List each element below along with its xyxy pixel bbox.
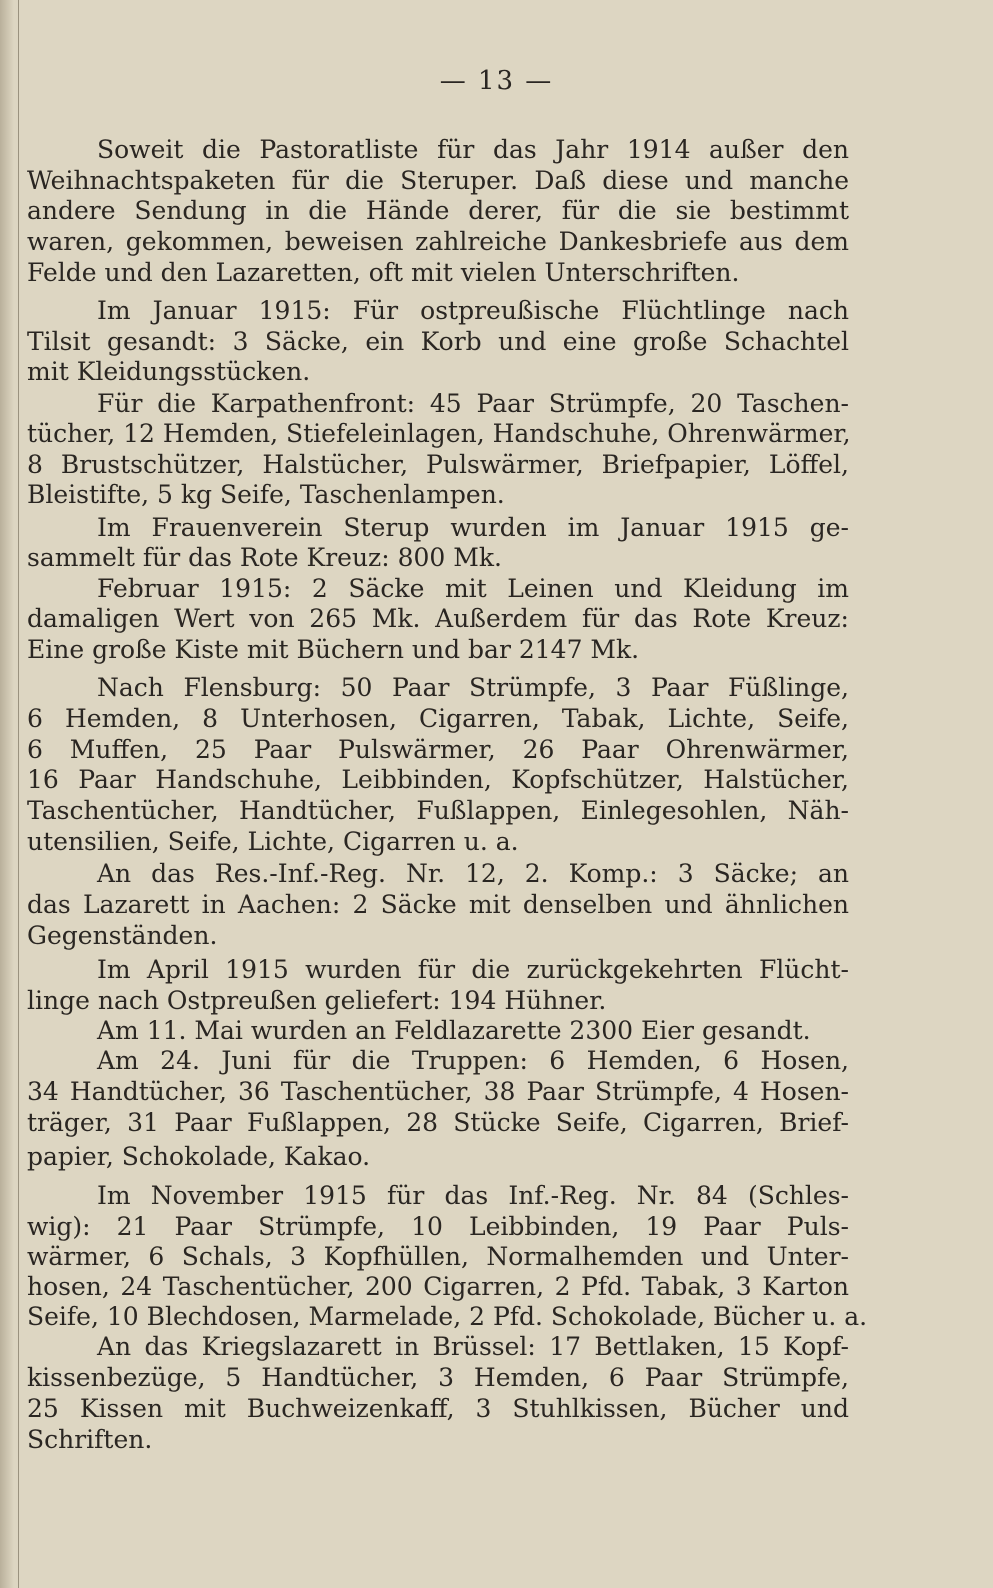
text-line: Im Frauenverein Sterup wurden im Januar 1915 ge- <box>97 513 849 542</box>
text-line: Am 24. Juni für die Truppen: 6 Hemden, 6 Hosen, <box>97 1046 849 1075</box>
text-line: 6 Muffen, 25 Paar Pulswärmer, 26 Paar Ohrenwärmer, <box>27 735 849 764</box>
text-line: Bleistifte, 5 kg Seife, Taschenlampen. <box>27 480 505 509</box>
text-line: hosen, 24 Taschentücher, 200 Cigarren, 2 Pfd. Tabak, 3 Karton <box>27 1272 849 1301</box>
text-line: Weihnachtspaketen für die Steruper. Daß diese und manche <box>27 166 849 195</box>
text-line: Im November 1915 für das Inf.-Reg. Nr. 84 (Schles- <box>97 1181 849 1210</box>
text-line: Eine große Kiste mit Büchern und bar 2147 Mk. <box>27 635 640 664</box>
text-line: utensilien, Seife, Lichte, Cigarren u. a. <box>27 827 519 856</box>
text-line: 6 Hemden, 8 Unterhosen, Cigarren, Tabak, Lichte, Seife, <box>27 704 849 733</box>
text-line: waren, gekommen, beweisen zahlreiche Dankesbriefe aus dem <box>27 227 849 256</box>
gutter-line <box>18 0 19 1588</box>
text-line: An das Kriegslazarett in Brüssel: 17 Bettlaken, 15 Kopf- <box>97 1332 849 1361</box>
text-line: Taschentücher, Handtücher, Fußlappen, Einlegesohlen, Näh- <box>27 796 849 825</box>
page-number: — 13 — <box>439 66 554 96</box>
text-line: Seife, 10 Blechdosen, Marmelade, 2 Pfd. Schokolade, Bücher u. a. <box>27 1302 868 1331</box>
text-line: 16 Paar Handschuhe, Leibbinden, Kopfschützer, Halstücher, <box>27 765 849 794</box>
text-line: Nach Flensburg: 50 Paar Strümpfe, 3 Paar Füßlinge, <box>97 673 849 702</box>
text-line: tücher, 12 Hemden, Stiefeleinlagen, Handschuhe, Ohrenwärmer, <box>27 419 851 448</box>
text-line: Am 11. Mai wurden an Feldlazarette 2300 Eier gesandt. <box>97 1016 811 1045</box>
text-line: wig): 21 Paar Strümpfe, 10 Leibbinden, 19 Paar Puls- <box>27 1212 849 1241</box>
text-line: Felde und den Lazaretten, oft mit vielen Unterschriften. <box>27 258 740 287</box>
text-line: andere Sendung in die Hände derer, für die sie bestimmt <box>27 196 849 225</box>
text-line: linge nach Ostpreußen geliefert: 194 Hühner. <box>27 986 607 1015</box>
page-gutter-edge <box>0 0 14 1588</box>
text-line: Soweit die Pastoratliste für das Jahr 1914 außer den <box>97 135 849 164</box>
text-line: sammelt für das Rote Kreuz: 800 Mk. <box>27 543 502 572</box>
text-line: 34 Handtücher, 36 Taschentücher, 38 Paar Strümpfe, 4 Hosen- <box>27 1077 849 1106</box>
text-line: Februar 1915: 2 Säcke mit Leinen und Kleidung im <box>97 574 849 603</box>
text-line: An das Res.-Inf.-Reg. Nr. 12, 2. Komp.: 3 Säcke; an <box>97 859 849 888</box>
text-line: papier, Schokolade, Kakao. <box>27 1142 371 1171</box>
text-line: Im Januar 1915: Für ostpreußische Flüchtlinge nach <box>97 296 849 325</box>
text-line: Schriften. <box>27 1425 153 1454</box>
text-line: Tilsit gesandt: 3 Säcke, ein Korb und eine große Schachtel <box>27 327 849 356</box>
text-line: wärmer, 6 Schals, 3 Kopfhüllen, Normalhemden und Unter- <box>27 1242 849 1271</box>
text-line: kissenbezüge, 5 Handtücher, 3 Hemden, 6 Paar Strümpfe, <box>27 1363 849 1392</box>
text-line: das Lazarett in Aachen: 2 Säcke mit denselben und ähnlichen <box>27 890 849 919</box>
text-line: 25 Kissen mit Buchweizenkaff, 3 Stuhlkissen, Bücher und <box>27 1394 849 1423</box>
text-line: Für die Karpathenfront: 45 Paar Strümpfe, 20 Taschen- <box>97 389 849 418</box>
text-line: Im April 1915 wurden für die zurückgekehrten Flücht- <box>97 955 849 984</box>
text-line: damaligen Wert von 265 Mk. Außerdem für das Rote Kreuz: <box>27 604 849 633</box>
text-line: mit Kleidungsstücken. <box>27 357 311 386</box>
text-line: Gegenständen. <box>27 921 218 950</box>
text-line: 8 Brustschützer, Halstücher, Pulswärmer, Briefpapier, Löffel, <box>27 450 849 479</box>
text-line: träger, 31 Paar Fußlappen, 28 Stücke Seife, Cigarren, Brief- <box>27 1108 849 1137</box>
